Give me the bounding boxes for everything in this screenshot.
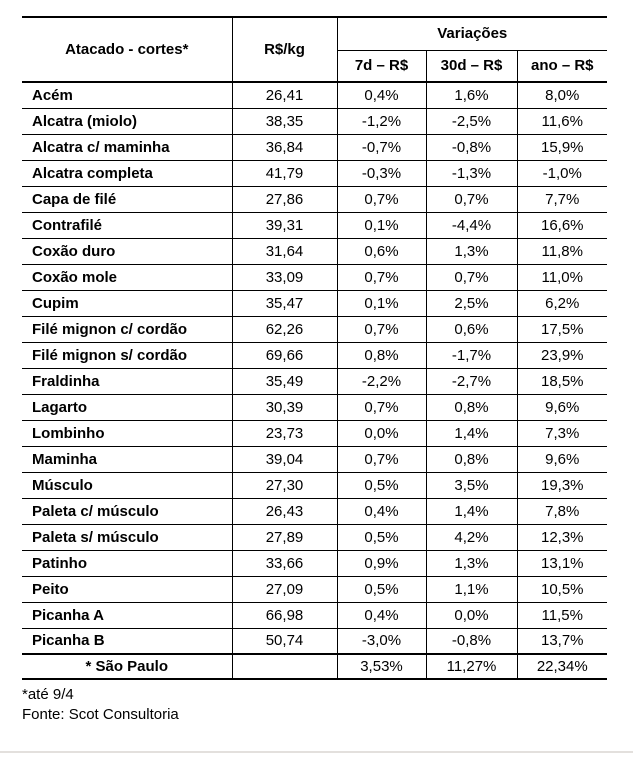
header-variations-group: Variações [337,17,607,50]
table-row [22,420,607,446]
var-30d: 1,3% [426,550,517,576]
header-cuts: Atacado - cortes* [22,17,232,82]
var-7d: 0,0% [337,420,426,446]
cut-name: Picanha B [22,628,232,654]
price: 33,66 [232,550,337,576]
cut-name: Paleta c/ músculo [22,498,232,524]
summary-var-30d: 11,27% [426,654,517,679]
cut-name: Capa de filé [22,186,232,212]
var-ano: 11,0% [517,264,607,290]
header-price: R$/kg [232,17,337,82]
var-30d: 4,2% [426,524,517,550]
var-30d: 0,6% [426,316,517,342]
price: 27,86 [232,186,337,212]
table-row [22,186,607,212]
table-row [22,264,607,290]
var-7d: 0,5% [337,524,426,550]
var-ano: 12,3% [517,524,607,550]
price: 66,98 [232,602,337,628]
cut-name: Lagarto [22,394,232,420]
bottom-divider [0,751,633,753]
var-30d: -2,5% [426,108,517,134]
var-7d: 0,7% [337,316,426,342]
price: 69,66 [232,342,337,368]
var-30d: 0,8% [426,446,517,472]
cut-name: Alcatra (miolo) [22,108,232,134]
var-30d: 2,5% [426,290,517,316]
price: 62,26 [232,316,337,342]
var-30d: 1,1% [426,576,517,602]
var-7d: 0,5% [337,472,426,498]
price: 36,84 [232,134,337,160]
var-7d: -0,7% [337,134,426,160]
var-ano: 7,7% [517,186,607,212]
var-ano: 15,9% [517,134,607,160]
var-ano: 10,5% [517,576,607,602]
var-7d: 0,4% [337,82,426,108]
table-row [22,628,607,654]
cut-name: Maminha [22,446,232,472]
var-ano: 9,6% [517,446,607,472]
table-row [22,160,607,186]
price-table [22,16,607,680]
table-row [22,446,607,472]
cut-name: Filé mignon c/ cordão [22,316,232,342]
cut-name: Músculo [22,472,232,498]
price: 41,79 [232,160,337,186]
var-ano: -1,0% [517,160,607,186]
var-30d: 3,5% [426,472,517,498]
var-7d: 0,7% [337,186,426,212]
table-footer [22,654,607,679]
table-container [22,16,607,725]
table-row [22,134,607,160]
var-30d: 0,7% [426,186,517,212]
var-ano: 7,8% [517,498,607,524]
header-var-ano: ano – R$ [517,50,607,82]
table-body [22,82,607,654]
table-row [22,108,607,134]
var-7d: -2,2% [337,368,426,394]
cut-name: Fraldinha [22,368,232,394]
price: 33,09 [232,264,337,290]
summary-row [22,654,607,679]
var-30d: 0,8% [426,394,517,420]
var-30d: -0,8% [426,134,517,160]
var-30d: 0,0% [426,602,517,628]
var-30d: -4,4% [426,212,517,238]
var-7d: 0,7% [337,446,426,472]
cut-name: Cupim [22,290,232,316]
cut-name: Patinho [22,550,232,576]
table-row [22,238,607,264]
table-row [22,550,607,576]
var-7d: 0,6% [337,238,426,264]
var-30d: -0,8% [426,628,517,654]
var-7d: 0,5% [337,576,426,602]
var-30d: -1,3% [426,160,517,186]
var-7d: 0,4% [337,602,426,628]
var-ano: 9,6% [517,394,607,420]
var-ano: 6,2% [517,290,607,316]
price: 31,64 [232,238,337,264]
table-row [22,498,607,524]
summary-label: * São Paulo [22,654,232,679]
var-7d: 0,1% [337,290,426,316]
var-7d: 0,7% [337,394,426,420]
price: 39,04 [232,446,337,472]
var-ano: 16,6% [517,212,607,238]
header-var-7d: 7d – R$ [337,50,426,82]
cut-name: Peito [22,576,232,602]
cut-name: Paleta s/ músculo [22,524,232,550]
summary-var-ano: 22,34% [517,654,607,679]
date-note: *até 9/4 [22,686,74,703]
cut-name: Coxão duro [22,238,232,264]
cut-name: Alcatra completa [22,160,232,186]
table-row [22,342,607,368]
var-30d: 1,4% [426,498,517,524]
var-7d: 0,7% [337,264,426,290]
var-30d: -1,7% [426,342,517,368]
var-30d: 1,6% [426,82,517,108]
var-ano: 7,3% [517,420,607,446]
table-row [22,394,607,420]
table-row [22,472,607,498]
var-ano: 18,5% [517,368,607,394]
var-30d: -2,7% [426,368,517,394]
price: 38,35 [232,108,337,134]
var-30d: 1,4% [426,420,517,446]
var-7d: 0,8% [337,342,426,368]
price: 27,09 [232,576,337,602]
var-7d: 0,9% [337,550,426,576]
table-row [22,212,607,238]
var-7d: -3,0% [337,628,426,654]
cut-name: Filé mignon s/ cordão [22,342,232,368]
price: 23,73 [232,420,337,446]
var-ano: 11,6% [517,108,607,134]
price: 35,49 [232,368,337,394]
var-ano: 11,5% [517,602,607,628]
summary-var-7d: 3,53% [337,654,426,679]
var-7d: 0,1% [337,212,426,238]
cut-name: Acém [22,82,232,108]
header-row-top [22,17,607,50]
price: 26,43 [232,498,337,524]
var-ano: 8,0% [517,82,607,108]
table-header [22,17,607,82]
table-row [22,290,607,316]
var-ano: 11,8% [517,238,607,264]
table-row [22,524,607,550]
summary-price [232,654,337,679]
table-row [22,316,607,342]
var-ano: 17,5% [517,316,607,342]
price: 39,31 [232,212,337,238]
header-var-30d: 30d – R$ [426,50,517,82]
var-ano: 19,3% [517,472,607,498]
price: 30,39 [232,394,337,420]
table-row [22,82,607,108]
price: 50,74 [232,628,337,654]
price: 26,41 [232,82,337,108]
cut-name: Alcatra c/ maminha [22,134,232,160]
cut-name: Lombinho [22,420,232,446]
price: 27,30 [232,472,337,498]
source-note: Fonte: Scot Consultoria [22,706,179,723]
var-ano: 23,9% [517,342,607,368]
table-row [22,576,607,602]
var-7d: 0,4% [337,498,426,524]
price: 35,47 [232,290,337,316]
cut-name: Contrafilé [22,212,232,238]
var-ano: 13,7% [517,628,607,654]
var-ano: 13,1% [517,550,607,576]
table-row [22,368,607,394]
var-7d: -1,2% [337,108,426,134]
cut-name: Coxão mole [22,264,232,290]
table-row [22,602,607,628]
var-30d: 0,7% [426,264,517,290]
var-30d: 1,3% [426,238,517,264]
footnotes [22,685,607,725]
cut-name: Picanha A [22,602,232,628]
var-7d: -0,3% [337,160,426,186]
price: 27,89 [232,524,337,550]
